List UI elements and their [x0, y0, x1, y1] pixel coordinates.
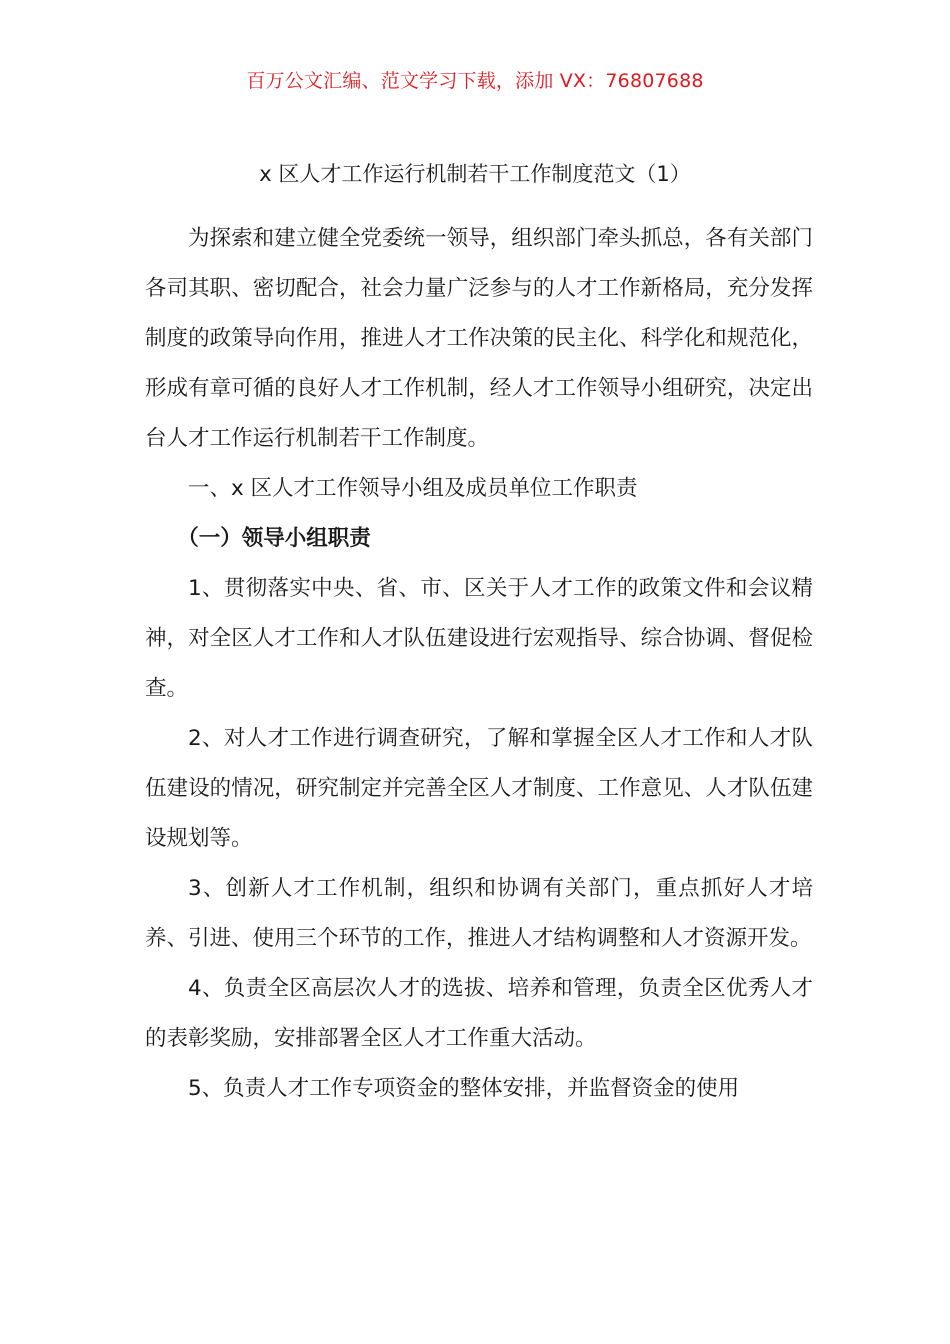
intro-paragraph: 为探索和建立健全党委统一领导，组织部门牵头抓总，各有关部门各司其职、密切配合，社会力量广泛参与的人才工作新格局，充分发挥制度的政策导向作用，推进人才工作决策的民主化、科学化和规范化，形成有章可循的良好人才工作机制，经人才工作领导小组研究，决定出台人才工作运行机制若干工作制度。 [145, 226, 813, 451]
section-heading: 一、x 区人才工作领导小组及成员单位工作职责 [188, 476, 638, 501]
document-body [145, 214, 813, 1114]
document-title: x 区人才工作运行机制若干工作制度范文（1） [259, 162, 691, 186]
list-item: 5、负责人才工作专项资金的整体安排，并监督资金的使用 [188, 1076, 740, 1101]
list-item: 1、贯彻落实中央、省、市、区关于人才工作的政策文件和会议精神，对全区人才工作和人才队伍建设进行宏观指导、综合协调、督促检查。 [145, 576, 813, 701]
list-item: 3、创新人才工作机制，组织和协调有关部门，重点抓好人才培养、引进、使用三个环节的工作，推进人才结构调整和人才资源开发。 [145, 876, 813, 951]
header-banner: 百万公文汇编、范文学习下载，添加 VX：76807688 [246, 70, 704, 92]
list-item: 2、对人才工作进行调查研究，了解和掌握全区人才工作和人才队伍建设的情况，研究制定并完善全区人才制度、工作意见、人才队伍建设规划等。 [145, 726, 813, 851]
sub-heading: （一）领导小组职责 [177, 526, 371, 551]
list-item: 4、负责全区高层次人才的选拔、培养和管理，负责全区优秀人才的表彰奖励，安排部署全区人才工作重大活动。 [145, 976, 813, 1051]
